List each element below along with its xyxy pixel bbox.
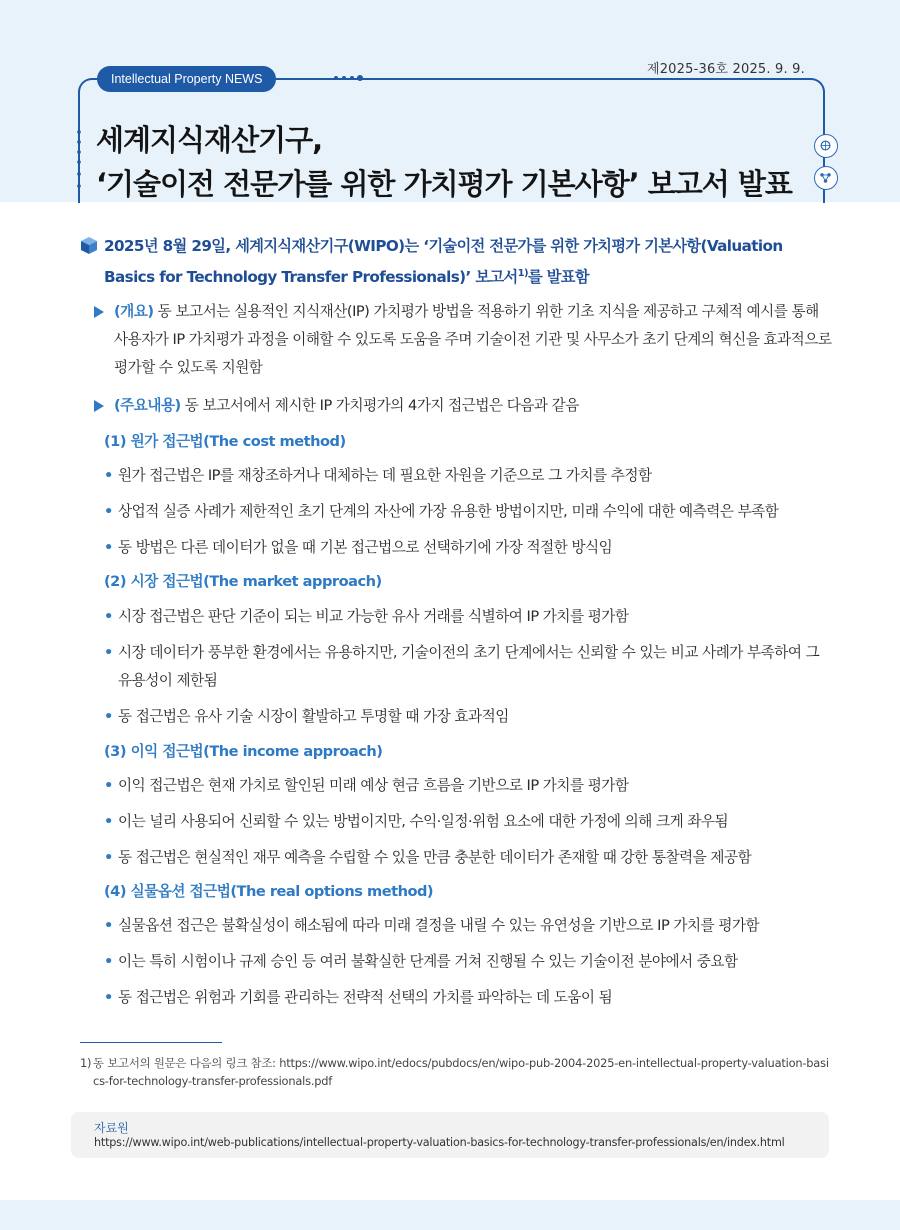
- section-heading-real-options: (4) 실물옵션 접근법(The real options method): [104, 883, 434, 900]
- triangle-bullet-icon: [94, 400, 104, 412]
- title-line-1: 세계지식재산기구,: [96, 123, 323, 157]
- list-item: • 이익 접근법은 현재 가치로 할인된 미래 예상 현금 흐름을 기반으로 IP 가치를 평가함: [104, 777, 629, 794]
- source-label: 자료원: [94, 1121, 129, 1135]
- footnote-marker: 1): [517, 268, 528, 279]
- triangle-bullet-icon: [94, 306, 104, 318]
- network-icon: [814, 166, 838, 190]
- source-link[interactable]: https://www.wipo.int/web-publications/intellectual-property-valuation-basics-for-technology-transfer-professionals/en/index.html: [94, 1136, 785, 1149]
- globe-icon: [814, 134, 838, 158]
- list-item: • 상업적 실증 사례가 제한적인 초기 단계의 자산에 가장 유용한 방법이지만, 미래 수익에 대한 예측력은 부족함: [104, 503, 779, 520]
- list-item: • 동 접근법은 위험과 기회를 관리하는 전략적 선택의 가치를 파악하는 데 도움이 됨: [104, 989, 613, 1006]
- list-item: • 시장 접근법은 판단 기준이 되는 비교 가능한 유사 거래를 식별하여 IP 가치를 평가함: [104, 608, 629, 625]
- section-heading-cost: (1) 원가 접근법(The cost method): [104, 433, 346, 450]
- lead-text: 2025년 8월 29일, 세계지식재산기구(WIPO)는 ‘기술이전 전문가를 위한 가치평가 기본사항(Valuation Basics for Technology Transfer Professionals)’ 보고서: [104, 237, 783, 287]
- footnote-divider: [80, 1042, 222, 1043]
- issue-date: 제2025-36호 2025. 9. 9.: [646, 62, 805, 77]
- footer-background: [0, 1200, 900, 1230]
- dotted-accent-line: [302, 71, 372, 85]
- list-item: • 이는 널리 사용되어 신뢰할 수 있는 방법이지만, 수익·일정·위험 요소에 대한 가정에 의해 크게 좌우됨: [104, 813, 729, 830]
- vertical-dotted-line: [72, 128, 86, 208]
- title-line-2: ‘기술이전 전문가를 위한 가치평가 기본사항’ 보고서 발표: [96, 167, 792, 201]
- list-item: • 동 접근법은 유사 기술 시장이 활발하고 투명할 때 가장 효과적임: [104, 708, 509, 725]
- footnote-number: 1): [80, 1056, 92, 1070]
- list-item: • 시장 데이터가 풍부한 환경에서는 유용하지만, 기술이전의 초기 단계에서는 신뢰할 수 있는 비교 사례가 부족하여 그 유용성이 제한됨: [104, 644, 820, 689]
- list-item: • 실물옵션 접근은 불확실성이 해소됨에 따라 미래 결정을 내릴 수 있는 유연성을 기반으로 IP 가치를 평가함: [104, 917, 760, 934]
- footnote: [80, 1054, 830, 1090]
- newsletter-label: Intellectual Property NEWS: [97, 66, 276, 92]
- section-heading-income: (3) 이익 접근법(The income approach): [104, 743, 383, 760]
- lead-statement: [104, 232, 834, 291]
- page-title: [96, 118, 792, 206]
- overview-paragraph: [114, 298, 834, 382]
- main-content-label: (주요내용): [114, 397, 181, 414]
- overview-text: 동 보고서는 실용적인 지식재산(IP) 가치평가 방법을 적용하기 위한 기초 지식을 제공하고 구체적 예시를 통해 사용자가 IP 가치평가 과정을 이해할 수 있도록 도움을 주며 기술이전 기관 및 사무소가 초기 단계의 혁신을 효과적으로 평가할 수 있도록 지원함: [114, 303, 832, 376]
- main-content-paragraph: [114, 392, 834, 420]
- footnote-text: 동 보고서의 원문은 다음의 링크 참조: https://www.wipo.int/edocs/pubdocs/en/wipo-pub-2004-2025-en-intellectual-property-valuation-basics-for-technology-transfer-professionals.pdf: [93, 1056, 829, 1088]
- cube-bullet-icon: [81, 237, 97, 254]
- lead-text-end: 를 발표함: [527, 268, 589, 287]
- overview-label: (개요): [114, 303, 154, 320]
- list-item: • 동 방법은 다른 데이터가 없을 때 기본 접근법으로 선택하기에 가장 적절한 방식임: [104, 539, 613, 556]
- list-item: • 이는 특히 시험이나 규제 승인 등 여러 불확실한 단계를 거쳐 진행될 수 있는 기술이전 분야에서 중요함: [104, 953, 738, 970]
- list-item: • 동 접근법은 현실적인 재무 예측을 수립할 수 있을 만큼 충분한 데이터가 존재할 때 강한 통찰력을 제공함: [104, 849, 752, 866]
- list-item: • 원가 접근법은 IP를 재창조하거나 대체하는 데 필요한 자원을 기준으로 그 가치를 추정함: [104, 467, 652, 484]
- source-box: [71, 1112, 829, 1158]
- section-heading-market: (2) 시장 접근법(The market approach): [104, 573, 382, 590]
- main-content-text: 동 보고서에서 제시한 IP 가치평가의 4가지 접근법은 다음과 같음: [180, 397, 579, 414]
